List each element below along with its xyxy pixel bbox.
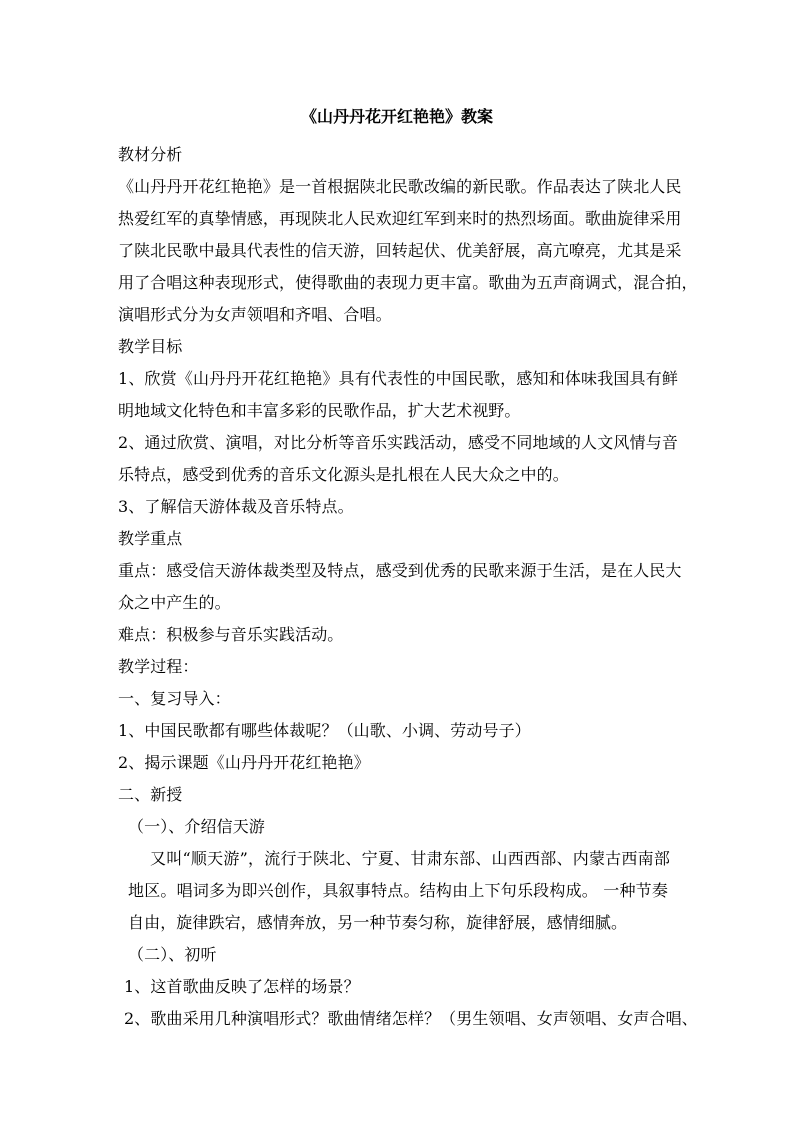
paragraph-line: 1、欣赏《山丹丹开花红艳艳》具有代表性的中国民歌，感知和体味我国具有鲜: [118, 369, 678, 388]
paragraph-line: 《山丹丹开花红艳艳》是一首根据陕北民歌改编的新民歌。作品表达了陕北人民: [118, 177, 682, 196]
paragraph-line: 重点：感受信天游体裁类型及特点，感受到优秀的民歌来源于生活，是在人民大: [118, 561, 682, 580]
subheading-first-listen: （二）、初听: [128, 945, 217, 964]
paragraph-line: 2、通过欣赏、演唱，对比分析等音乐实践活动，感受不同地域的人文风情与音: [118, 433, 678, 452]
document-title: 《山丹丹花开红艳艳》教案: [300, 107, 493, 126]
section-heading-key-points: 教学重点: [118, 529, 183, 548]
paragraph-line: 又叫“顺天游”，流行于陕北、宁夏、甘肃东部、山西西部、内蒙古西南部: [150, 849, 670, 868]
paragraph-line: 地区。唱词多为即兴创作，具叙事特点。结构由上下句乐段构成。 一种节奏: [128, 881, 668, 900]
paragraph-line: 2、歌曲采用几种演唱形式？歌曲情绪怎样？（男生领唱、女声领唱、女声合唱、: [124, 1009, 698, 1028]
paragraph-line: 演唱形式分为女声领唱和齐唱、合唱。: [118, 305, 392, 324]
paragraph-line: 明地域文化特色和丰富多彩的民歌作品，扩大艺术视野。: [118, 401, 521, 420]
section-heading-teaching-process: 教学过程：: [118, 657, 199, 676]
subheading-review: 一、复习导入：: [118, 689, 231, 708]
paragraph-line: 1、中国民歌都有哪些体裁呢？（山歌、小调、劳动号子）: [118, 721, 531, 740]
paragraph-line: 用了合唱这种表现形式，使得歌曲的表现力更丰富。歌曲为五声商调式，混合拍，: [118, 273, 698, 292]
subheading-intro-xintianyou: （一）、介绍信天游: [128, 817, 265, 836]
section-heading-teaching-goals: 教学目标: [118, 337, 183, 356]
paragraph-line: 了陕北民歌中最具代表性的信天游，回转起伏、优美舒展，高亢嘹亮，尤其是采: [118, 241, 682, 260]
paragraph-line: 1、这首歌曲反映了怎样的场景？: [124, 977, 360, 996]
paragraph-line: 乐特点，感受到优秀的音乐文化源头是扎根在人民大众之中的。: [118, 465, 569, 484]
paragraph-line: 热爱红军的真挚情感，再现陕北人民欢迎红军到来时的热烈场面。歌曲旋律采用: [118, 209, 682, 228]
paragraph-line: 难点：积极参与音乐实践活动。: [118, 625, 344, 644]
subheading-new-lesson: 二、新授: [118, 785, 183, 804]
paragraph-line: 3、了解信天游体裁及音乐特点。: [118, 497, 354, 516]
section-heading-textbook-analysis: 教材分析: [118, 145, 183, 164]
paragraph-line: 自由，旋律跌宕，感情奔放，另一种节奏匀称，旋律舒展，感情细腻。: [128, 913, 628, 932]
paragraph-line: 2、揭示课题《山丹丹开花红艳艳》: [118, 753, 370, 772]
paragraph-line: 众之中产生的。: [118, 593, 231, 612]
